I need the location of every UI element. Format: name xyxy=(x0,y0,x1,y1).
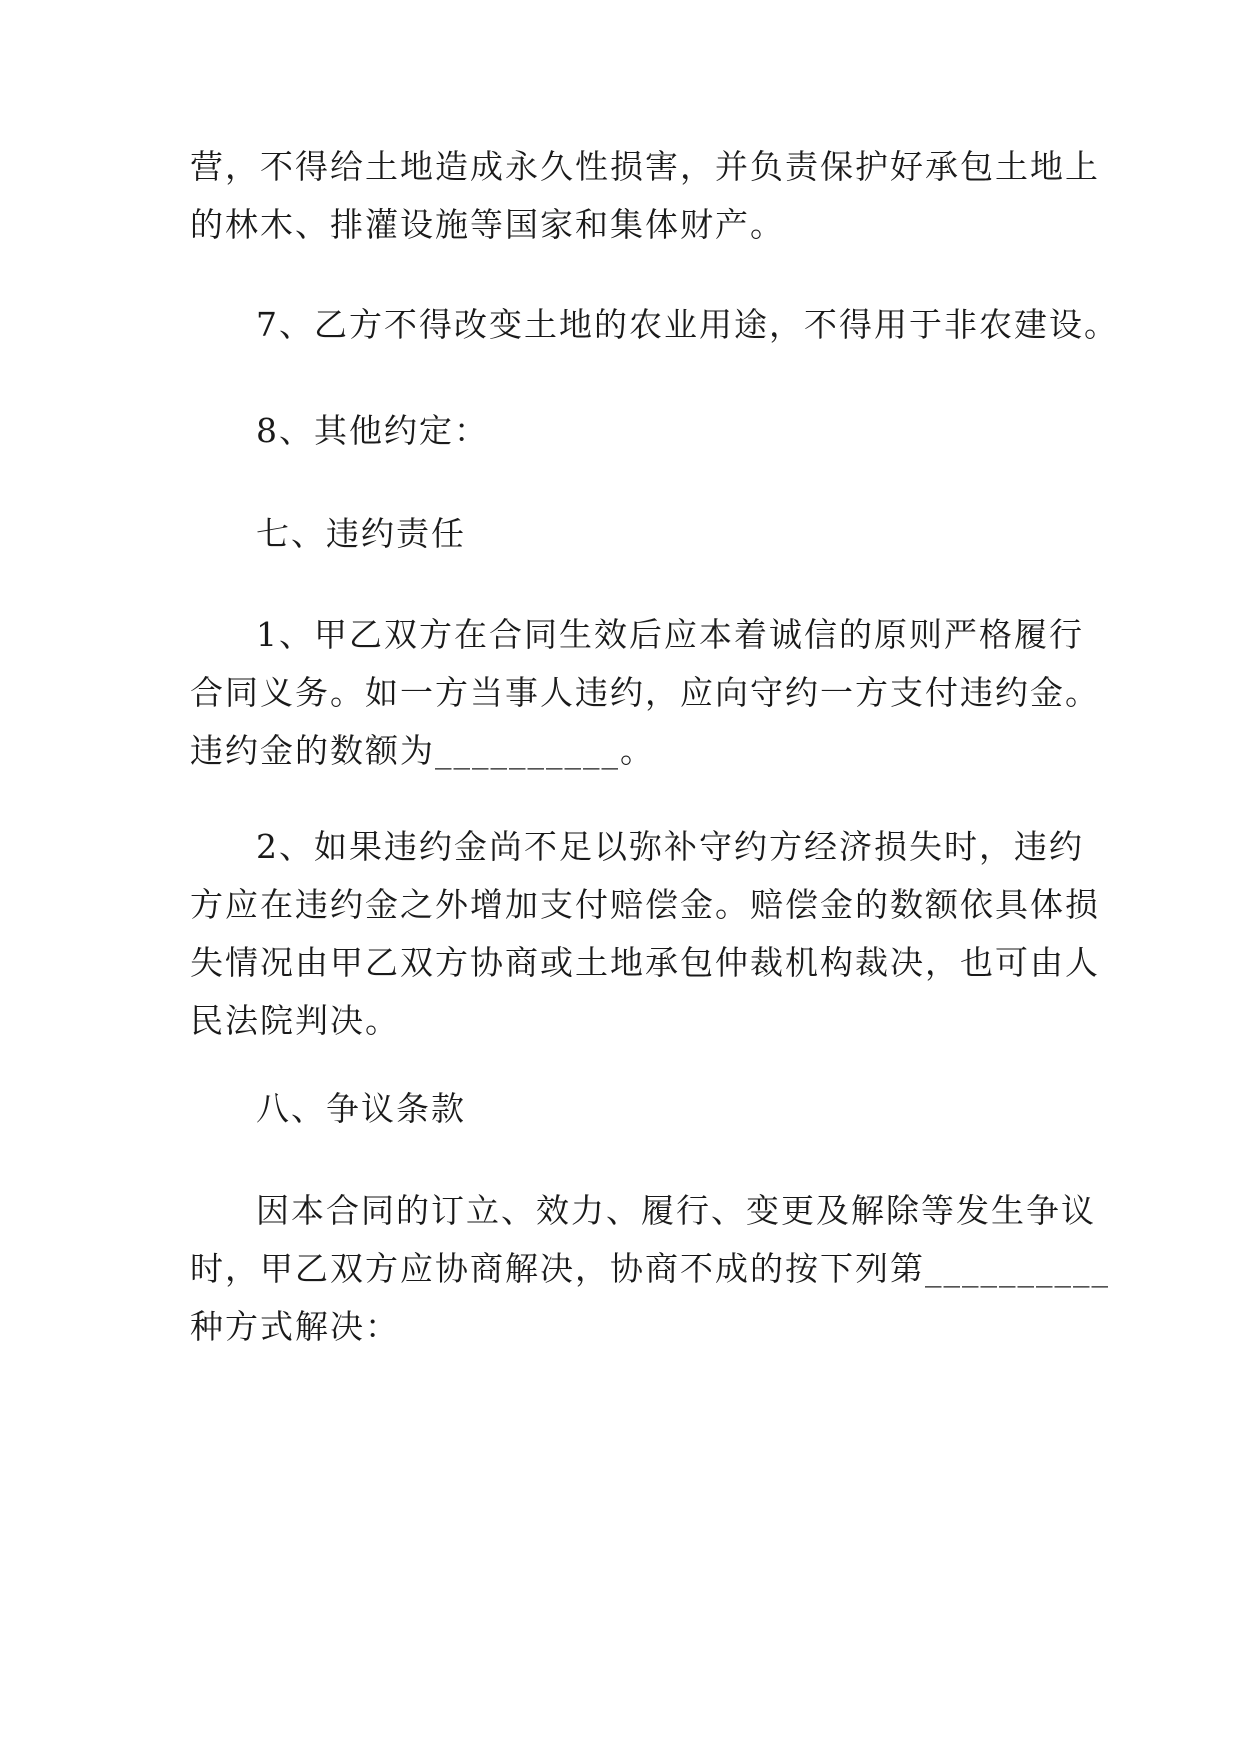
paragraph-breach-1 xyxy=(190,606,1100,780)
section-heading-text: 七、违约责任 xyxy=(256,514,466,553)
text-line: 7、乙方不得改变土地的农业用途，不得用于非农建设。 xyxy=(256,305,1119,344)
text-line: 失情况由甲乙双方协商或土地承包仲裁机构裁决，也可由人 xyxy=(190,943,1100,982)
text-line: 种方式解决： xyxy=(190,1307,400,1346)
section-heading-breach xyxy=(190,505,1070,563)
text-line: 合同义务。如一方当事人违约，应向守约一方支付违约金。 xyxy=(190,673,1100,712)
text-line: 方应在违约金之外增加支付赔偿金。赔偿金的数额依具体损 xyxy=(190,885,1100,924)
text-line: 1、甲乙双方在合同生效后应本着诚信的原则严格履行 xyxy=(256,615,1084,654)
paragraph-dispute xyxy=(190,1182,1110,1356)
section-heading-text: 八、争议条款 xyxy=(256,1089,466,1128)
text-line: 民法院判决。 xyxy=(190,1001,400,1040)
text-line: 8、其他约定： xyxy=(256,411,489,450)
paragraph-breach-2 xyxy=(190,818,1100,1050)
section-heading-dispute xyxy=(190,1080,1070,1138)
text-line: 的林木、排灌设施等国家和集体财产。 xyxy=(190,205,785,244)
paragraph-continuation xyxy=(190,138,1100,254)
text-line: 因本合同的订立、效力、履行、变更及解除等发生争议 xyxy=(256,1191,1096,1230)
paragraph-item-8 xyxy=(190,402,1070,460)
text-line: 违约金的数额为__________。 xyxy=(190,731,655,770)
text-line: 2、如果违约金尚不足以弥补守约方经济损失时，违约 xyxy=(256,827,1084,866)
paragraph-item-7 xyxy=(190,296,1119,354)
text-line: 时，甲乙双方应协商解决，协商不成的按下列第__________ xyxy=(190,1249,1110,1288)
text-line: 营，不得给土地造成永久性损害，并负责保护好承包土地上 xyxy=(190,147,1100,186)
